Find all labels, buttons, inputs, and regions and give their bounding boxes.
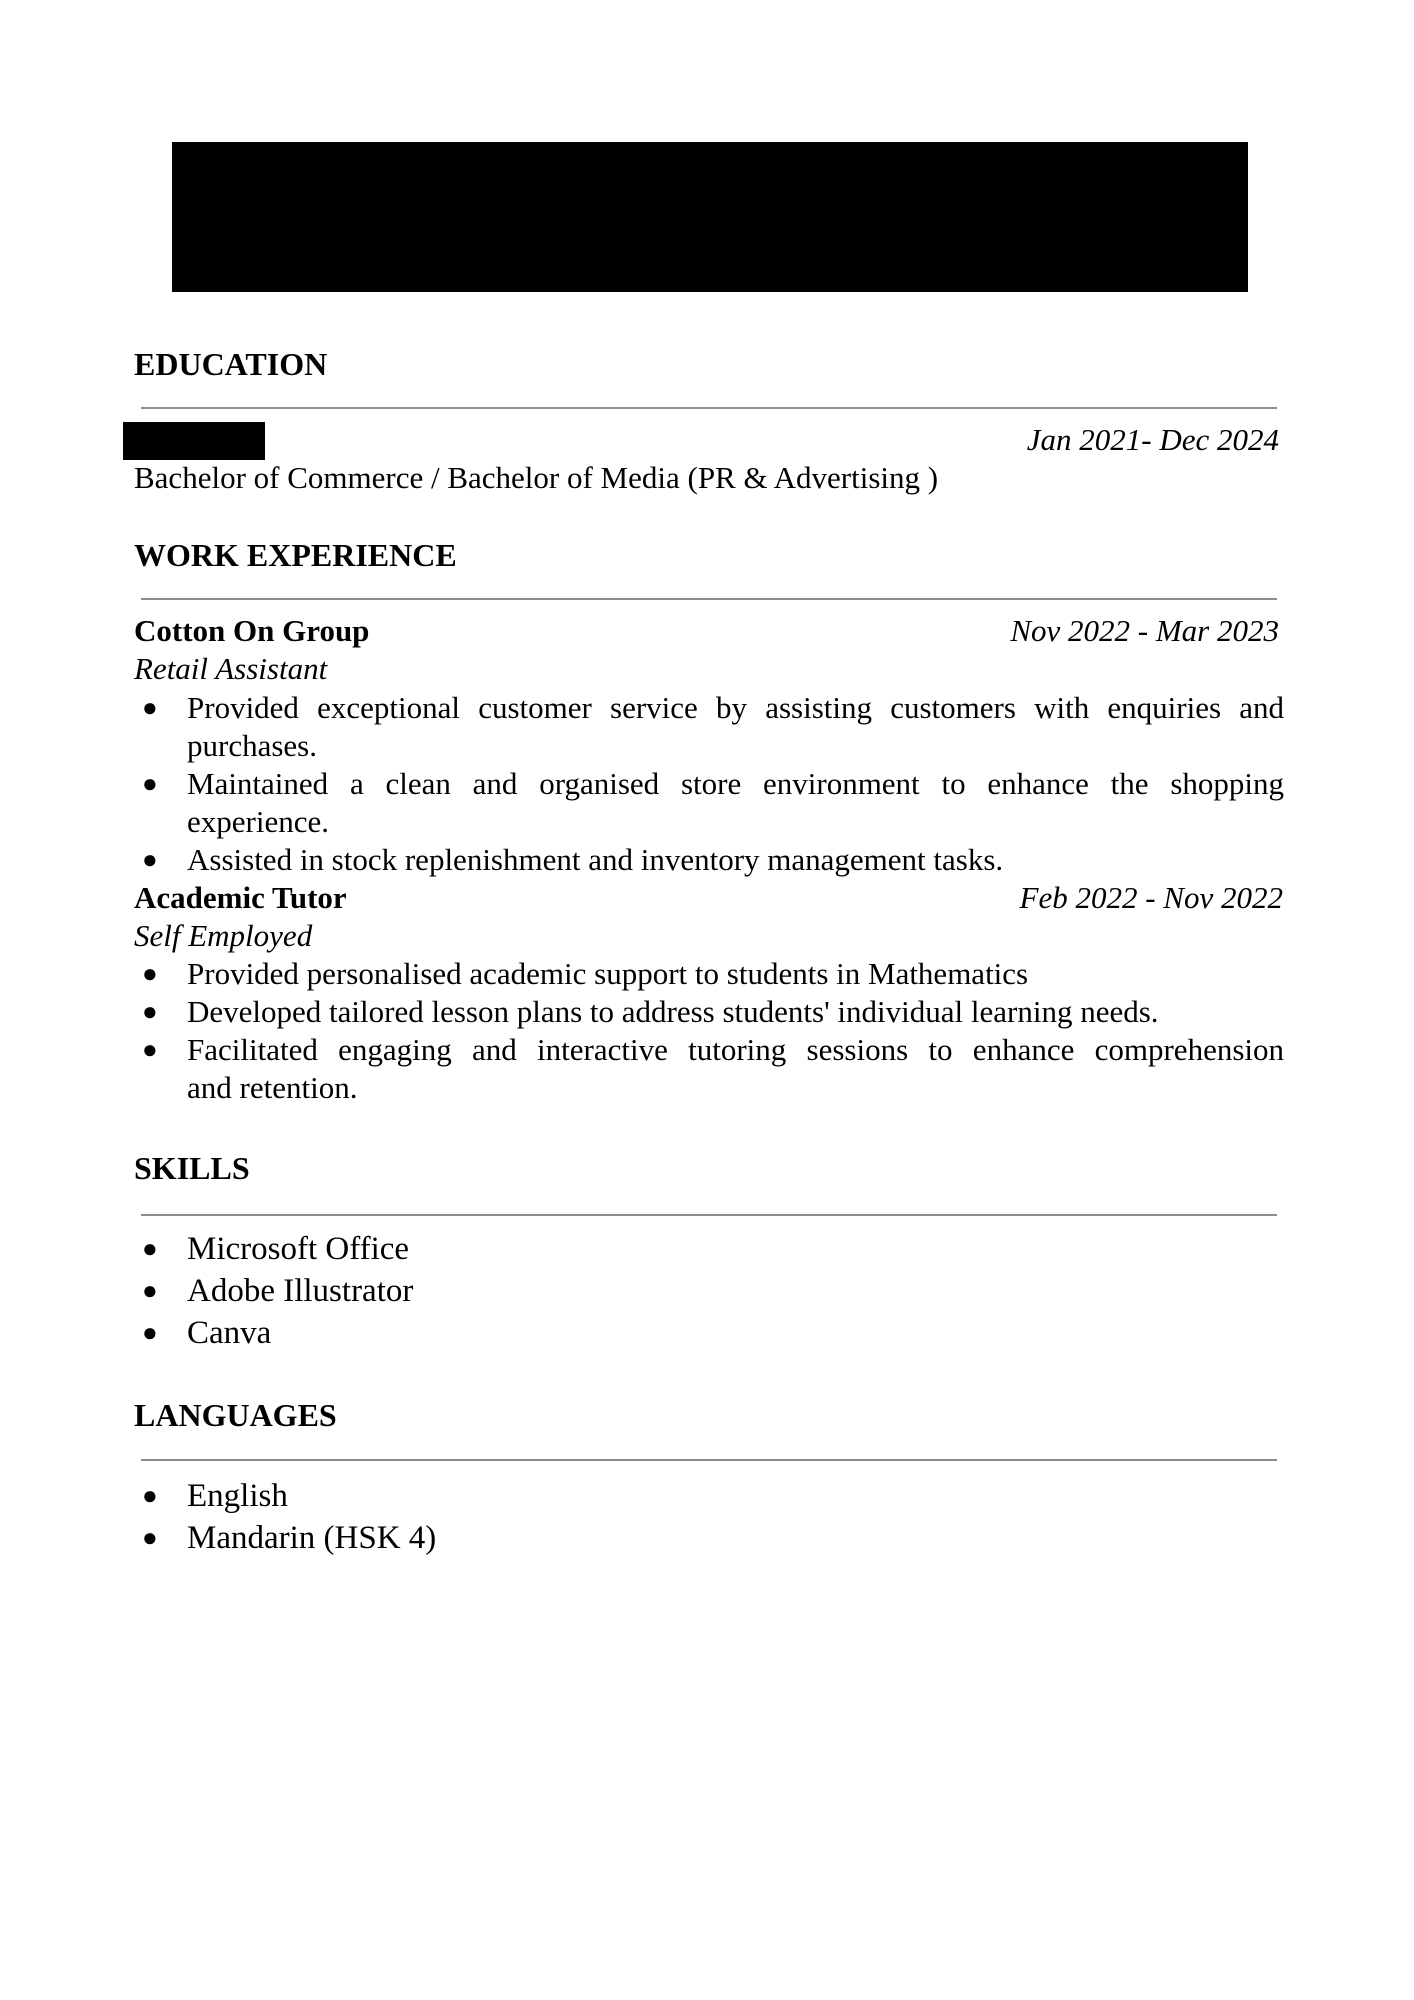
job-company: Cotton On Group [134, 613, 370, 648]
job-bullet [187, 1031, 1284, 1107]
bullet-icon: ● [142, 845, 158, 874]
job-date: Feb 2022 - Nov 2022 [1019, 880, 1283, 915]
bullet-line: Developed tailored lesson plans to address students' individual learning needs. [187, 994, 1159, 1029]
job-bullet [187, 689, 1284, 765]
job-bullet [187, 841, 1284, 879]
bullet-icon: ● [142, 997, 158, 1026]
bullet-icon: ● [142, 1523, 158, 1552]
section-title-work-experience: WORK EXPERIENCE [134, 537, 457, 573]
redacted-name-block [172, 142, 1248, 292]
section-title-languages: LANGUAGES [134, 1397, 337, 1433]
bullet-line: Assisted in stock replenishment and inventory management tasks. [187, 842, 1004, 877]
bullet-icon: ● [142, 1234, 158, 1263]
language-item: Mandarin (HSK 4) [187, 1520, 437, 1556]
bullet-icon: ● [142, 1276, 158, 1305]
divider-languages [141, 1459, 1277, 1461]
redacted-school-block [123, 422, 265, 460]
divider-education [141, 407, 1277, 409]
job-bullet [187, 765, 1284, 841]
job-company: Academic Tutor [134, 880, 347, 915]
bullet-line: experience. [187, 804, 329, 839]
bullet-icon: ● [142, 1035, 158, 1064]
skill-item: Canva [187, 1315, 272, 1351]
skill-item: Microsoft Office [187, 1231, 410, 1267]
bullet-icon: ● [142, 769, 158, 798]
bullet-line: and retention. [187, 1070, 358, 1105]
bullet-icon: ● [142, 693, 158, 722]
divider-skills [141, 1214, 1277, 1216]
job-role: Self Employed [134, 918, 313, 953]
bullet-icon: ● [142, 1481, 158, 1510]
job-role: Retail Assistant [134, 651, 328, 686]
job-bullet [187, 993, 1284, 1031]
education-date: Jan 2021- Dec 2024 [1026, 422, 1279, 457]
bullet-line: Provided exceptional customer service by assisting customers with enquiries and [187, 690, 1284, 725]
divider-work-experience [141, 598, 1277, 600]
skill-item: Adobe Illustrator [187, 1273, 414, 1309]
bullet-line: Maintained a clean and organised store environment to enhance the shopping [187, 766, 1284, 801]
bullet-line: purchases. [187, 728, 317, 763]
language-item: English [187, 1478, 288, 1514]
section-title-skills: SKILLS [134, 1150, 250, 1186]
section-title-education: EDUCATION [134, 346, 328, 382]
education-degree: Bachelor of Commerce / Bachelor of Media (PR & Advertising ) [134, 460, 939, 495]
job-bullet [187, 955, 1284, 993]
job-date: Nov 2022 - Mar 2023 [1010, 613, 1279, 648]
bullet-line: Provided personalised academic support to students in Mathematics [187, 956, 1029, 991]
bullet-line: Facilitated engaging and interactive tutoring sessions to enhance comprehension [187, 1032, 1284, 1067]
bullet-icon: ● [142, 1318, 158, 1347]
bullet-icon: ● [142, 959, 158, 988]
